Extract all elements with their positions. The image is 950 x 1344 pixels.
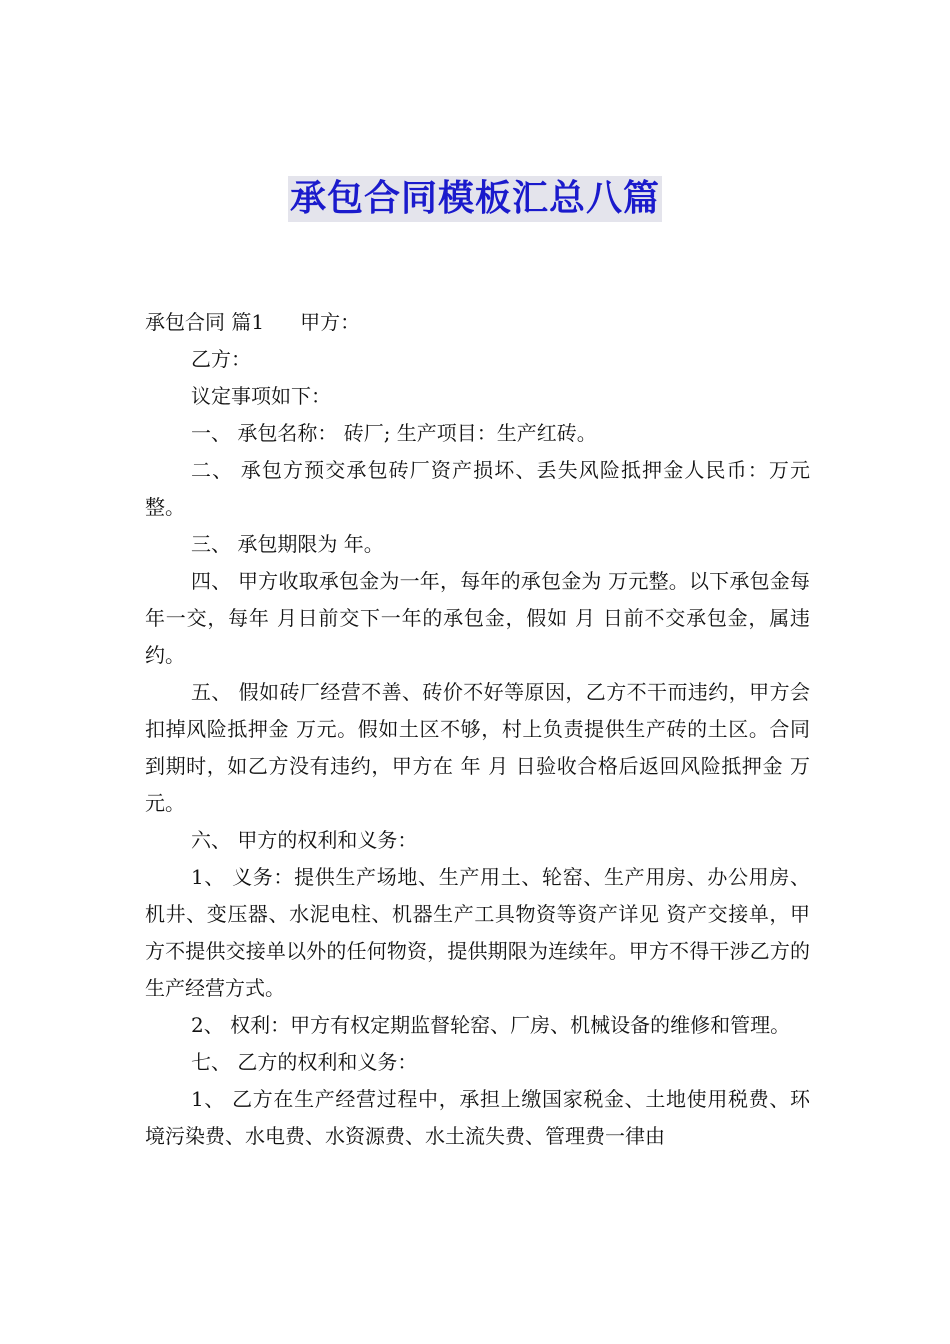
- title-container: [0, 176, 950, 222]
- paragraph: 一、 承包名称： 砖厂; 生产项目：生产红砖。: [191, 421, 597, 445]
- paragraph: 四、 甲方收取承包金为一年，每年的承包金为 万元整。以下承包金每年一交，每年 月日前交下一年的承包金，假如 月 日前不交承包金，属违约。: [145, 569, 810, 667]
- paragraph: 五、 假如砖厂经营不善、砖价不好等原因，乙方不干而违约，甲方会扣掉风险抵押金 万元。假如土区不够，村上负责提供生产砖的土区。合同到期时，如乙方没有违约，甲方在 年 月 日验收合格后返回风险抵押金 万元。: [145, 680, 810, 815]
- document-title: 承包合同模板汇总八篇: [288, 176, 662, 222]
- paragraph: 议定事项如下：: [191, 384, 331, 408]
- paragraph: 1、 乙方在生产经营过程中，承担上缴国家税金、土地使用税费、环境污染费、水电费、水资源费、水土流失费、管理费一律由: [145, 1087, 810, 1148]
- paragraph: 三、 承包期限为 年。: [191, 532, 384, 556]
- section-heading: 承包合同 篇1: [145, 310, 265, 334]
- section-heading-line: [145, 304, 810, 341]
- document-body: [145, 304, 810, 1155]
- paragraph: 六、 甲方的权利和义务：: [191, 828, 418, 852]
- paragraph: 乙方：: [191, 347, 251, 371]
- paragraph: 1、 义务：提供生产场地、生产用土、轮窑、生产用房、办公用房、机井、变压器、水泥电柱、机器生产工具物资等资产详见 资产交接单，甲方不提供交接单以外的任何物资，提供期限为连续年。甲方不得干涉乙方的生产经营方式。: [145, 865, 810, 1000]
- paragraph: 七、 乙方的权利和义务：: [191, 1050, 418, 1074]
- paragraph: 二、 承包方预交承包砖厂资产损坏、丢失风险抵押金人民币：万元整。: [145, 458, 810, 519]
- party-a-label: 甲方：: [300, 310, 361, 334]
- paragraph: 2、 权利：甲方有权定期监督轮窑、厂房、机械设备的维修和管理。: [191, 1013, 791, 1037]
